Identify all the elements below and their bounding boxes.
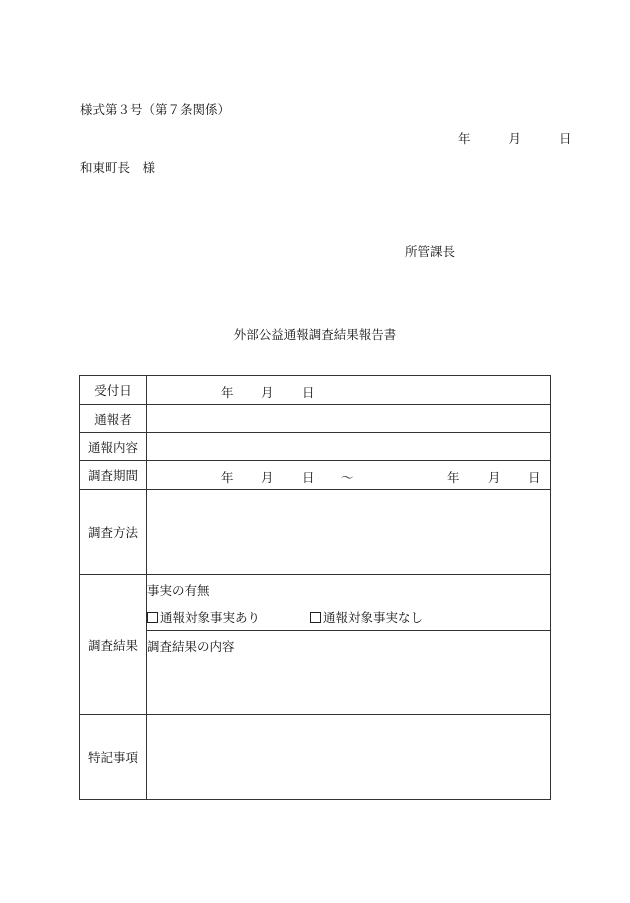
period-start-year-label: 年 bbox=[221, 470, 234, 485]
checkbox-icon bbox=[310, 612, 321, 623]
option-fact-not-exists-label: 通報対象事実なし bbox=[322, 610, 423, 625]
row-reporter bbox=[80, 405, 551, 433]
received-year-label: 年 bbox=[221, 385, 234, 400]
fact-existence-label: 事実の有無 bbox=[147, 583, 210, 598]
submission-date bbox=[458, 129, 572, 147]
document-title: 外部公益通報調査結果報告書 bbox=[233, 327, 397, 342]
report-content-field[interactable] bbox=[147, 433, 551, 461]
result-content-label: 調査結果の内容 bbox=[147, 639, 235, 654]
reporter-field[interactable] bbox=[147, 405, 551, 433]
received-date-field[interactable] bbox=[147, 376, 551, 405]
investigation-method-label: 調査方法 bbox=[80, 490, 147, 575]
period-start-month-label: 月 bbox=[261, 470, 274, 485]
row-received-date bbox=[80, 376, 551, 405]
checkbox-fact-exists[interactable] bbox=[147, 610, 260, 625]
row-investigation-result-content bbox=[80, 631, 551, 715]
special-notes-field[interactable] bbox=[147, 715, 551, 800]
fact-existence-cell bbox=[147, 575, 551, 631]
sender: 所管課長 bbox=[405, 244, 456, 259]
period-end-day-label: 日 bbox=[528, 470, 541, 485]
period-start-day-label: 日 bbox=[302, 470, 315, 485]
received-month-label: 月 bbox=[261, 385, 274, 400]
date-year-label: 年 bbox=[458, 131, 471, 146]
investigation-result-label: 調査結果 bbox=[80, 575, 147, 715]
special-notes-label: 特記事項 bbox=[80, 715, 147, 800]
period-end-year-label: 年 bbox=[447, 470, 460, 485]
report-table bbox=[79, 375, 551, 800]
row-investigation-result-fact bbox=[80, 575, 551, 631]
fact-options bbox=[147, 608, 550, 626]
row-investigation-period bbox=[80, 461, 551, 490]
received-date-label: 受付日 bbox=[80, 376, 147, 405]
investigation-period-field[interactable] bbox=[147, 461, 551, 490]
form-number: 様式第３号（第７条関係） bbox=[80, 102, 231, 117]
report-content-label: 通報内容 bbox=[80, 433, 147, 461]
checkbox-fact-not-exists[interactable] bbox=[310, 610, 423, 625]
row-report-content bbox=[80, 433, 551, 461]
period-end-month-label: 月 bbox=[488, 470, 501, 485]
result-content-field[interactable] bbox=[147, 631, 551, 715]
row-special-notes bbox=[80, 715, 551, 800]
received-day-label: 日 bbox=[302, 385, 315, 400]
date-month-label: 月 bbox=[508, 131, 522, 146]
option-fact-exists-label: 通報対象事実あり bbox=[160, 610, 261, 625]
investigation-method-field[interactable] bbox=[147, 490, 551, 575]
checkbox-icon bbox=[147, 612, 158, 623]
period-separator: ～ bbox=[341, 470, 354, 485]
row-investigation-method bbox=[80, 490, 551, 575]
reporter-label: 通報者 bbox=[80, 405, 147, 433]
investigation-period-label: 調査期間 bbox=[80, 461, 147, 490]
date-day-label: 日 bbox=[559, 131, 572, 146]
addressee: 和東町長 様 bbox=[80, 160, 156, 175]
